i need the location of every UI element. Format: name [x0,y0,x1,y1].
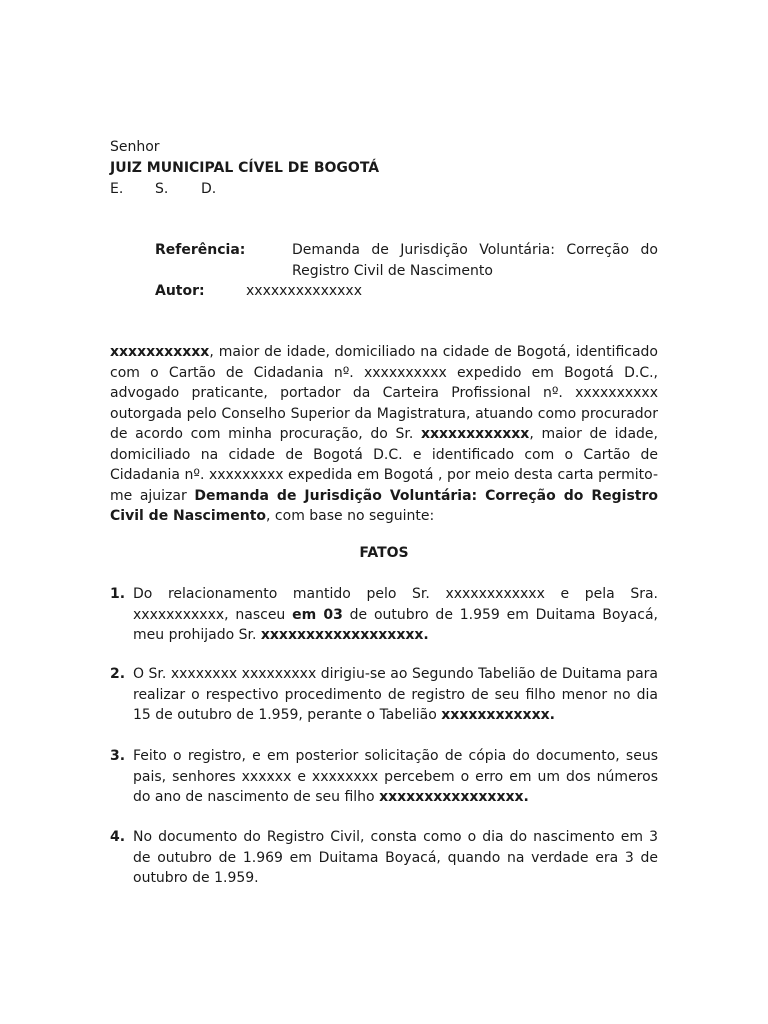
fact-bold-part: xxxxxxxxxxxx. [441,707,555,723]
fact-text-part: O Sr. xxxxxxxx xxxxxxxxx dirigiu-se ao Segundo Tabelião de Duitama para realizar o respectivo procedimento de registro de seu filho menor no dia 15 de outubro de 1.959, perante o Tabelião [133,666,658,723]
author-row [155,281,658,302]
esd-line [110,179,379,200]
fact-number: 2. [110,666,126,682]
author-value: xxxxxxxxxxxxxx [246,283,362,299]
fact-number: 3. [110,748,126,764]
fact-text [133,827,658,889]
intro-bold-client: xxxxxxxxxxxx [420,426,530,442]
fact-text-part: Do relacionamento mantido pelo Sr. xxxxxxxxxxxx e pela Sra. xxxxxxxxxxx, nasceu [133,586,658,623]
fact-text-part: de outubro de 1.959 em Duitama Boyacá, meu prohijado Sr. [133,606,658,643]
intro-bold-name: xxxxxxxxxxx [110,344,210,360]
reference-label: Referência: [155,242,246,258]
fact-bold-part: em 03 [292,606,343,623]
fact-text [133,584,658,646]
intro-text-2: , maior de idade, domiciliado na cidade de Bogotá D.C. e identificado com o Cartão de Cidadania nº. xxxxxxxxx expedida em Bogotá , por meio desta carta permito-me ajuizar [110,426,658,504]
author-label: Autor: [155,283,205,299]
fact-item-1 [110,584,658,646]
fact-text [133,746,658,808]
fact-text [133,664,658,726]
fact-bold-part: xxxxxxxxxxxxxxxx. [379,789,529,805]
fact-item-3 [110,746,658,808]
reference-row [155,240,658,281]
intro-paragraph [110,342,658,527]
intro-bold-demand: Demanda de Jurisdição Voluntária: Correção do Registro Civil de Nascimento [110,487,658,524]
intro-text-3: , com base no seguinte: [266,508,435,524]
salutation: Senhor [110,139,160,155]
fact-text-part: No documento do Registro Civil, consta como o dia do nascimento em 3 de outubro de 1.969 em Duitama Boyacá, quando na verdade era 3 de outubro de 1.959. [133,829,658,886]
reference-text: Demanda de Jurisdição Voluntária: Correção do Registro Civil de Nascimento [292,242,658,279]
addressee-block [110,137,379,200]
addressee-title: JUIZ MUNICIPAL CÍVEL DE BOGOTÁ [110,160,380,176]
fact-item-4 [110,827,658,889]
esd-s: S. [155,181,169,197]
fact-item-2 [110,664,658,726]
fact-number: 4. [110,829,126,845]
fact-number: 1. [110,586,126,602]
reference-block [155,240,658,302]
esd-e: E. [110,181,124,197]
fact-bold-part: xxxxxxxxxxxxxxxxxx. [260,627,429,643]
intro-text-1: , maior de idade, domiciliado na cidade de Bogotá, identificado com o Cartão de Cidadania nº. xxxxxxxxxx expedido em Bogotá D.C., advogado praticante, portador da Carteira Profissional nº. xxxxxxxxxx outorgada pelo Conselho Superior da Magistratura, atuando como procurador de acordo com minha procuração, do Sr. [110,344,658,442]
fact-text-part: Feito o registro, e em posterior solicitação de cópia do documento, seus pais, senhores xxxxxx e xxxxxxxx percebem o erro em um dos números do ano de nascimento de seu filho [133,748,658,805]
esd-d: D. [201,181,217,197]
section-title: FATOS [359,545,409,561]
